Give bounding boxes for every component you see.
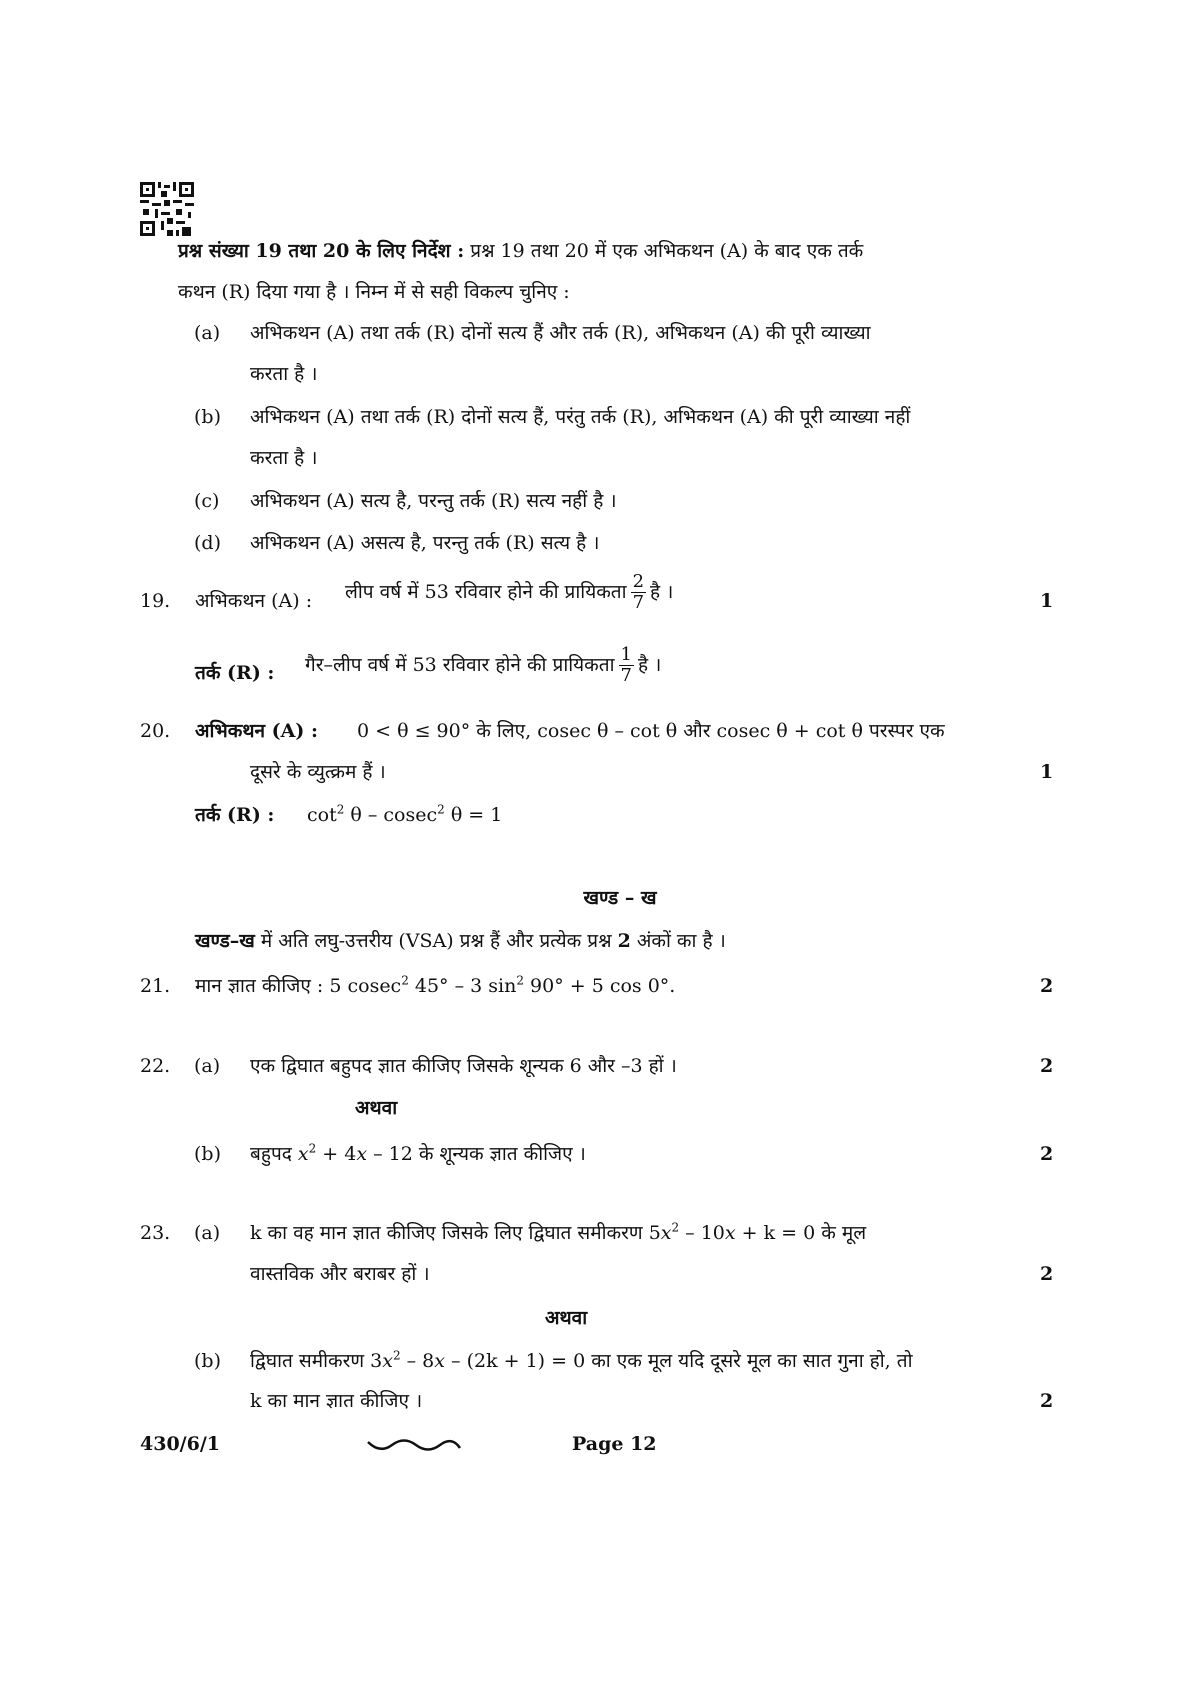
q21-text: मान ज्ञात कीजिए : 5 cosec$^2$ 45° – 3 $\sin^2 90^\circ + 5$ cos 0°. xyxy=(195,973,676,997)
q23b-line2: k का मान ज्ञात कीजिए । xyxy=(250,1390,423,1412)
q22a-marks: 2 xyxy=(1040,1055,1054,1077)
footer-paper-code: 430/6/1 xyxy=(140,1433,220,1455)
q22a-text: एक द्विघात बहुपद ज्ञात कीजिए जिसके शून्यक 6 और –3 हों । xyxy=(250,1055,677,1077)
qr-code-icon xyxy=(140,182,194,236)
q23a-line1: k का वह मान ज्ञात कीजिए जिसके लिए द्विघात समीकरण $5x^2 - 10x + k = 0$ के मूल xyxy=(250,1220,867,1244)
q23a-line2: वास्तविक और बराबर हों । xyxy=(250,1263,430,1285)
q22b-text: बहुपद $x^2 + 4x - 12$ के शून्यक ज्ञात कीजिए । xyxy=(250,1141,586,1165)
q22-or: अथवा xyxy=(355,1097,398,1119)
q22-number: 22. xyxy=(140,1055,171,1077)
option-c-label: (c) xyxy=(194,490,220,512)
section-b-intro: खण्ड–ख में अति लघु-उत्तरीय (VSA) प्रश्न हैं और प्रत्येक प्रश्न 2 अंकों का है । xyxy=(195,930,726,952)
instructions-heading: प्रश्न संख्या 19 तथा 20 के लिए निर्देश : xyxy=(178,240,465,262)
q23b-line1: द्विघात समीकरण $3x^2 - 8x - (2k + 1) = 0$ का एक मूल यदि दूसरे मूल का सात गुना हो, तो xyxy=(250,1348,913,1372)
q19-reason-label: तर्क (R) : xyxy=(195,662,275,684)
q22a-label: (a) xyxy=(194,1055,221,1077)
option-a-text: अभिकथन (A) तथा तर्क (R) दोनों सत्य हैं और तर्क (R), अभिकथन (A) की पूरी व्याख्या xyxy=(250,322,871,344)
footer-page-number: Page 12 xyxy=(572,1433,657,1455)
q22b-marks: 2 xyxy=(1040,1143,1054,1165)
option-b-text: अभिकथन (A) तथा तर्क (R) दोनों सत्य हैं, परंतु तर्क (R), अभिकथन (A) की पूरी व्याख्या नहीं xyxy=(250,406,911,428)
option-d-label: (d) xyxy=(194,532,221,554)
q23-or: अथवा xyxy=(545,1307,588,1329)
q19-marks: 1 xyxy=(1040,590,1054,612)
option-c-text: अभिकथन (A) सत्य है, परन्तु तर्क (R) सत्य नहीं है । xyxy=(250,490,617,512)
q20-assertion-line1: 0 < θ ≤ 90° के लिए, cosec θ – cot θ और cosec θ + cot θ परस्पर एक xyxy=(357,720,945,742)
q20-reason: $\cot^2 \theta - cosec^2$ θ = 1 xyxy=(307,802,503,826)
instructions-line1: प्रश्न संख्या 19 तथा 20 के लिए निर्देश : प्रश्न 19 तथा 20 में एक अभिकथन (A) के बाद एक तर्क xyxy=(178,240,864,262)
q21-number: 21. xyxy=(140,975,171,997)
q19-reason: गैर–लीप वर्ष में 53 रविवार होने की प्रायिकता $\frac{1}{7}$ है । xyxy=(305,644,662,686)
q19-number: 19. xyxy=(140,590,171,612)
q23a-marks: 2 xyxy=(1040,1263,1054,1285)
option-a-label: (a) xyxy=(194,322,221,344)
q20-assertion-label: अभिकथन (A) : xyxy=(195,720,319,742)
option-b-label: (b) xyxy=(194,406,221,428)
q20-assertion-line2: दूसरे के व्युत्क्रम हैं । xyxy=(250,761,386,783)
q19-assertion: लीप वर्ष में 53 रविवार होने की प्रायिकता $\frac{2}{7}$ है । xyxy=(345,571,674,613)
q20-marks: 1 xyxy=(1040,761,1054,783)
q20-number: 20. xyxy=(140,720,171,742)
section-b-title: खण्ड – ख xyxy=(583,887,657,909)
wave-ornament-icon xyxy=(366,1436,462,1454)
q23a-label: (a) xyxy=(194,1222,221,1244)
q21-marks: 2 xyxy=(1040,975,1054,997)
q19-reason-fraction: $\frac{1}{7}$ xyxy=(620,644,632,686)
q23b-marks: 2 xyxy=(1040,1390,1054,1412)
q20-reason-label: तर्क (R) : xyxy=(195,804,275,826)
q19-assertion-label: अभिकथन (A) : xyxy=(195,590,313,612)
q22b-label: (b) xyxy=(194,1143,221,1165)
instructions-line2: कथन (R) दिया गया है । निम्न में से सही विकल्प चुनिए : xyxy=(178,281,570,303)
option-a-text-cont: करता है । xyxy=(250,363,318,385)
q23b-label: (b) xyxy=(194,1350,221,1372)
option-b-text-cont: करता है । xyxy=(250,447,318,469)
option-d-text: अभिकथन (A) असत्य है, परन्तु तर्क (R) सत्य है । xyxy=(250,532,600,554)
q23-number: 23. xyxy=(140,1222,171,1244)
q19-assertion-fraction: $\frac{2}{7}$ xyxy=(632,571,645,613)
